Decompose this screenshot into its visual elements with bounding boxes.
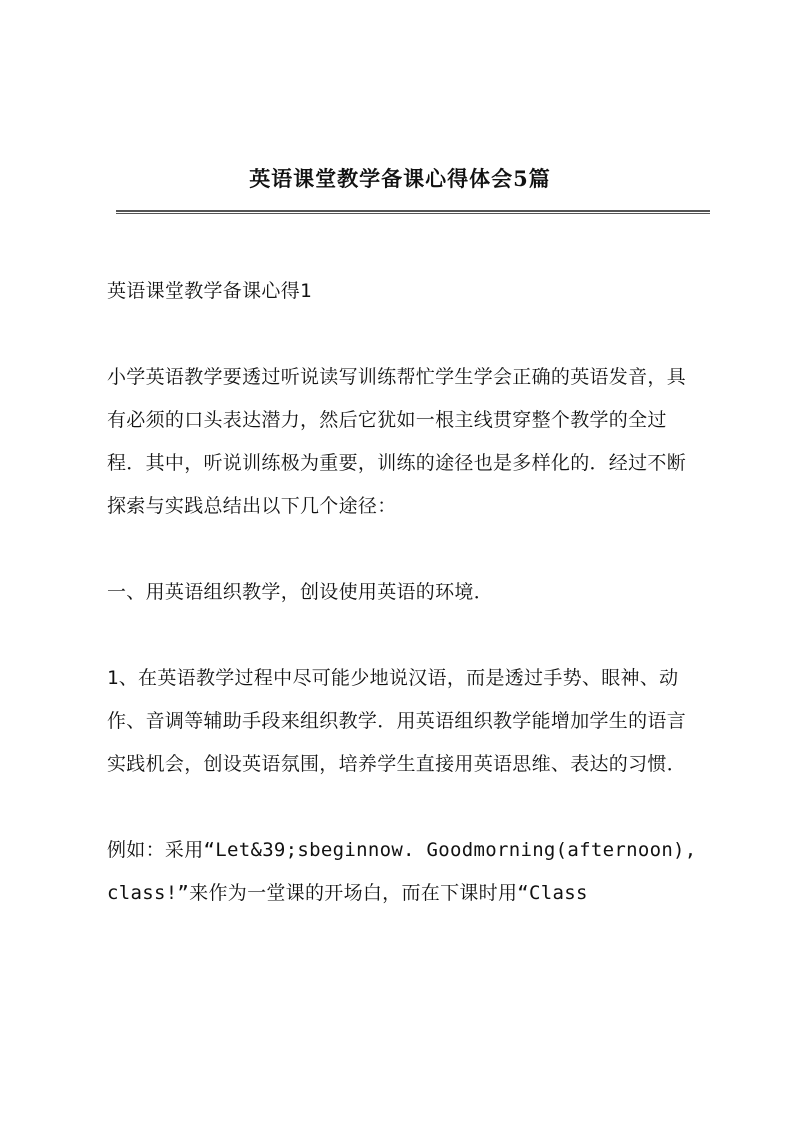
section-heading: 英语课堂教学备课心得1 (107, 280, 312, 302)
document-body (107, 270, 703, 958)
title-divider (116, 210, 710, 214)
document-title: 英语课堂教学备课心得体会5篇 (249, 166, 551, 191)
paragraph-item-one: 1、在英语教学过程中尽可能少地说汉语，而是透过手势、眼神、动作、音调等辅助手段来组织教学．用英语组织教学能增加学生的语言实践机会，创设英语氛围，培养学生直接用英语思维、表达的习惯． (107, 667, 687, 775)
paragraph-example: 例如：采用“Let&39;sbeginnow. Goodmorning(afternoon), class!”来作为一堂课的开场白，而在下课时用“Class (107, 839, 697, 904)
paragraph-intro: 小学英语教学要透过听说读写训练帮忙学生学会正确的英语发音，具有必须的口头表达潜力，然后它犹如一根主线贯穿整个教学的全过程．其中，听说训练极为重要，训练的途径也是多样化的．经过不断探索与实践总结出以下几个途径： (107, 366, 687, 517)
paragraph-point-one: 一、用英语组织教学，创设使用英语的环境． (107, 581, 494, 603)
